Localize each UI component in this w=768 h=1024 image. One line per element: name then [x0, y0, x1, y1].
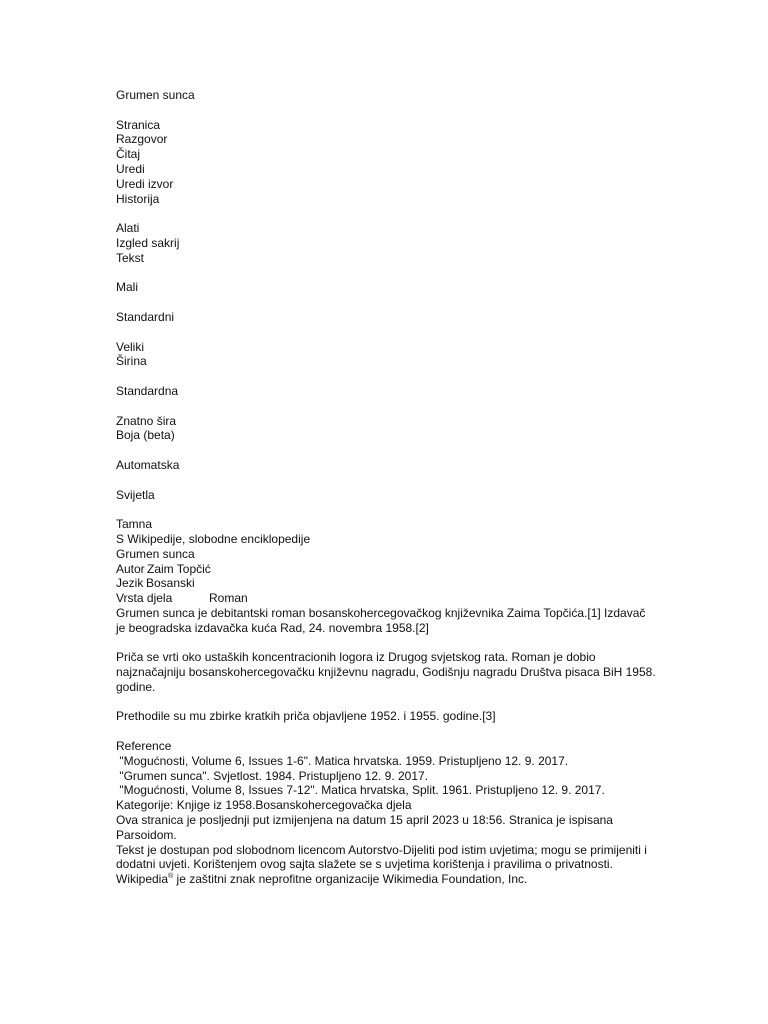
infobox-value[interactable]: Zaim Topčić	[147, 561, 211, 576]
registered-mark: ®	[168, 873, 174, 881]
menu-item-read[interactable]: Čitaj	[116, 147, 141, 162]
color-option-dark[interactable]: Tamna	[116, 517, 153, 532]
color-label: Boja (beta)	[116, 428, 175, 443]
trademark-name: Wikipedia	[116, 872, 169, 887]
menu-item-talk[interactable]: Razgovor	[116, 132, 168, 147]
references-heading: Reference	[116, 739, 172, 754]
page-title: Grumen sunca	[116, 88, 195, 102]
width-label: Širina	[116, 354, 147, 369]
width-option-standard[interactable]: Standardna	[116, 383, 179, 398]
width-option-wide[interactable]: Znatno šira	[116, 413, 177, 428]
menu-item-page[interactable]: Stranica	[116, 117, 161, 132]
last-edit-notice: Ova stranica je posljednji put izmijenjena na datum 15 april 2023 u 18:56. Stranica je ispisana Parsoidom.	[116, 813, 613, 842]
tools-label[interactable]: Alati	[116, 221, 140, 236]
trademark-text: je zaštitni znak neprofitne organizacije Wikimedia Foundation, Inc.	[173, 872, 528, 887]
color-option-light[interactable]: Svijetla	[116, 487, 155, 502]
spacer	[116, 695, 656, 710]
site-tagline: S Wikipedije, slobodne enciklopedije	[116, 531, 311, 546]
spacer	[116, 266, 656, 281]
spacer	[116, 473, 656, 488]
spacer	[116, 724, 656, 739]
infobox-title: Grumen sunca	[116, 546, 195, 561]
spacer	[116, 103, 656, 118]
infobox-value[interactable]: Roman	[209, 591, 248, 606]
appearance-toggle[interactable]: Izgled sakrij	[116, 235, 180, 250]
categories-line[interactable]: Kategorije: Knjige iz 1958.Bosanskohercegovačka djela	[116, 798, 412, 813]
spacer	[116, 502, 656, 517]
infobox-key: Jezik	[116, 576, 144, 591]
menu-item-edit[interactable]: Uredi	[116, 161, 145, 176]
infobox-key: Vrsta djela	[116, 591, 173, 606]
spacer	[116, 635, 656, 650]
text-size-option-large[interactable]: Veliki	[116, 339, 145, 354]
infobox-key: Autor	[116, 561, 145, 576]
reference-item[interactable]: "Mogućnosti, Volume 8, Issues 7-12". Matica hrvatska, Split. 1961. Pristupljeno 12. 9. 2017.	[116, 783, 605, 798]
infobox-row-author	[116, 562, 656, 577]
body-paragraph: Priča se vrti oko ustaških koncentracionih logora iz Drugog svjetskog rata. Roman je dobio najznačajniju bosanskohercegovačku književnu nagradu, Godišnju nagradu Društva pisaca BiH 1958. godine.	[116, 650, 656, 694]
spacer	[116, 295, 656, 310]
body-paragraph: Prethodile su mu zbirke kratkih priča objavljene 1952. i 1955. godine.[3]	[116, 709, 496, 724]
menu-item-history[interactable]: Historija	[116, 191, 160, 206]
reference-item[interactable]: "Grumen sunca". Svjetlost. 1984. Pristupljeno 12. 9. 2017.	[116, 768, 429, 783]
infobox-value: Bosanski	[146, 576, 195, 591]
spacer	[116, 443, 656, 458]
text-size-option-standard[interactable]: Standardni	[116, 309, 175, 324]
spacer	[116, 369, 656, 384]
spacer	[116, 399, 656, 414]
infobox-row-language	[116, 576, 656, 591]
license-notice: Tekst je dostupan pod slobodnom licencom Autorstvo-Dijeliti pod istim uvjetima; mogu se primijeniti i dodatni uvjeti. Korištenjem ovog sajta slažete se s uvjetima korištenja i pravilima o privatnosti.	[116, 842, 647, 872]
reference-item[interactable]: "Mogućnosti, Volume 6, Issues 1-6". Matica hrvatska. 1959. Pristupljeno 12. 9. 2017.	[116, 753, 569, 768]
infobox-row-genre	[116, 591, 656, 606]
body-paragraph: Grumen sunca je debitantski roman bosanskohercegovačkog književnika Zaima Topčića.[1] Izdavač je beogradska izdavačka kuća Rad, 24. novembra 1958.[2]	[116, 605, 646, 635]
text-size-label: Tekst	[116, 250, 145, 265]
spacer	[116, 206, 656, 221]
color-option-auto[interactable]: Automatska	[116, 457, 180, 472]
text-size-option-small[interactable]: Mali	[116, 280, 139, 295]
document-page	[116, 88, 656, 887]
menu-item-edit-source[interactable]: Uredi izvor	[116, 176, 174, 191]
spacer	[116, 325, 656, 340]
trademark-notice	[116, 872, 656, 887]
